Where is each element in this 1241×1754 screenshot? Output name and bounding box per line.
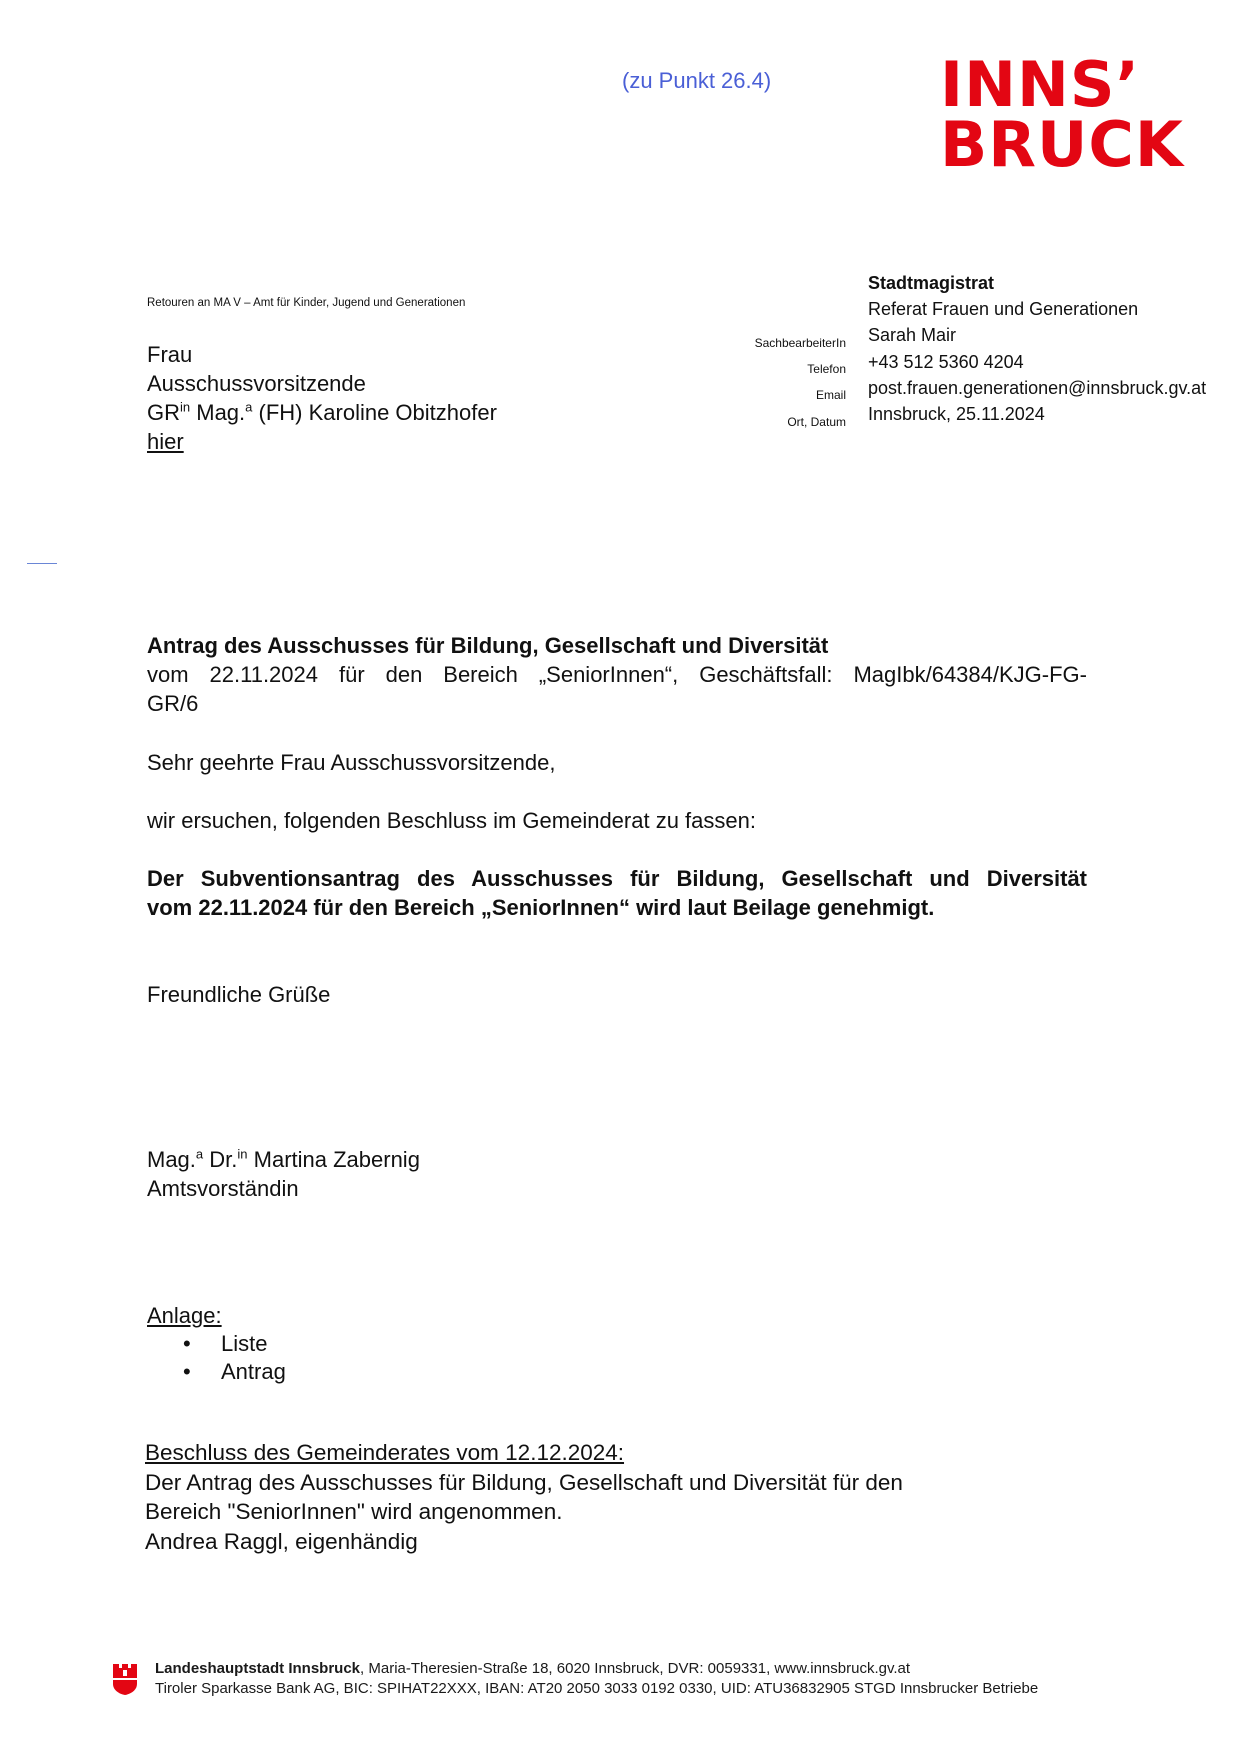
recipient-role: Ausschussvorsitzende: [147, 371, 366, 396]
recipient-salutation: Frau: [147, 342, 193, 367]
label-clerk: SachbearbeiterIn: [754, 336, 846, 350]
return-address: Retouren an MA V – Amt für Kinder, Jugend und Generationen: [147, 297, 466, 309]
subject-line-2: vom 22.11.2024 für den Bereich „SeniorInnen“, Geschäftsfall: MagIbk/64384/KJG-FG-: [147, 662, 1087, 687]
sender-email: post.frauen.generationen@innsbruck.gv.at: [868, 377, 1207, 398]
label-place-date: Ort, Datum: [787, 414, 846, 429]
subject-title: Antrag des Ausschusses für Bildung, Gesellschaft und Diversität: [147, 633, 829, 658]
subject-line-3: GR/6: [147, 691, 199, 716]
footer-line-1: Landeshauptstadt Innsbruck, Maria-Theresien-Straße 18, 6020 Innsbruck, DVR: 0059331, www.innsbruck.gv.at: [155, 1660, 911, 1677]
sender-place-date: Innsbruck, 25.11.2024: [868, 404, 1045, 425]
request-text: wir ersuchen, folgenden Beschluss im Gemeinderat zu fassen:: [147, 808, 756, 833]
recipient-location: hier: [147, 429, 184, 454]
innsbruck-logo: [940, 48, 1184, 181]
resolution-line-2: vom 22.11.2024 für den Bereich „SeniorInnen“ wird laut Beilage genehmigt.: [147, 895, 935, 920]
logo-line-1: INNS’: [940, 48, 1141, 121]
sender-block: [868, 270, 1206, 427]
decision-heading: Beschluss des Gemeinderates vom 12.12.2024:: [145, 1440, 625, 1465]
signer: [147, 1145, 1087, 1203]
agenda-reference: (zu Punkt 26.4): [622, 68, 772, 93]
footer: [155, 1659, 1038, 1699]
signer-position: Amtsvorständin: [147, 1176, 299, 1201]
sender-department: Referat Frauen und Generationen: [868, 299, 1139, 320]
recipient-address: [147, 340, 497, 456]
city-crest-icon: [111, 1662, 139, 1696]
decision-signature: Andrea Raggl, eigenhändig: [145, 1528, 418, 1554]
label-email: Email: [815, 388, 846, 403]
sender-phone: +43 512 5360 4204: [868, 351, 1024, 372]
label-phone: Telefon: [807, 362, 846, 377]
list-item: • Antrag: [221, 1358, 286, 1386]
logo-line-2: BRUCK: [940, 108, 1184, 181]
greeting: Sehr geehrte Frau Ausschussvorsitzende,: [147, 750, 556, 775]
sender-labels: [700, 330, 846, 435]
signer-name: Mag.$^a$ Dr.$^{in}$ Martina Zabernig: [147, 1146, 420, 1172]
sender-org: Stadtmagistrat: [868, 273, 995, 293]
list-item: • Liste: [221, 1330, 286, 1358]
attachment-list: [147, 1330, 286, 1386]
decision-line-1: Der Antrag des Ausschusses für Bildung, Gesellschaft und Diversität für den: [145, 1469, 903, 1495]
decision-line-2: Bereich "SeniorInnen" wird angenommen.: [145, 1499, 563, 1524]
attachment: [147, 1302, 286, 1386]
resolution-text: [147, 864, 1087, 922]
attachment-label: Anlage:: [147, 1303, 222, 1328]
resolution-line-1: Der Subventionsantrag des Ausschusses für Bildung, Gesellschaft und Diversität: [147, 866, 1087, 891]
recipient-name: $GR^{in}$ Mag.$^a$ (FH) Karoline Obitzhofer: [147, 399, 497, 425]
footer-line-2: Tiroler Sparkasse Bank AG, BIC: SPIHAT22XXX, IBAN: AT20 2050 3033 0192 0330, UID: ATU36832905 STGD Innsbrucker Betriebe: [155, 1680, 1039, 1697]
sender-clerk: Sarah Mair: [868, 325, 957, 346]
council-decision: [145, 1438, 903, 1556]
closing: Freundliche Grüße: [147, 982, 331, 1007]
margin-mark: [27, 563, 57, 564]
